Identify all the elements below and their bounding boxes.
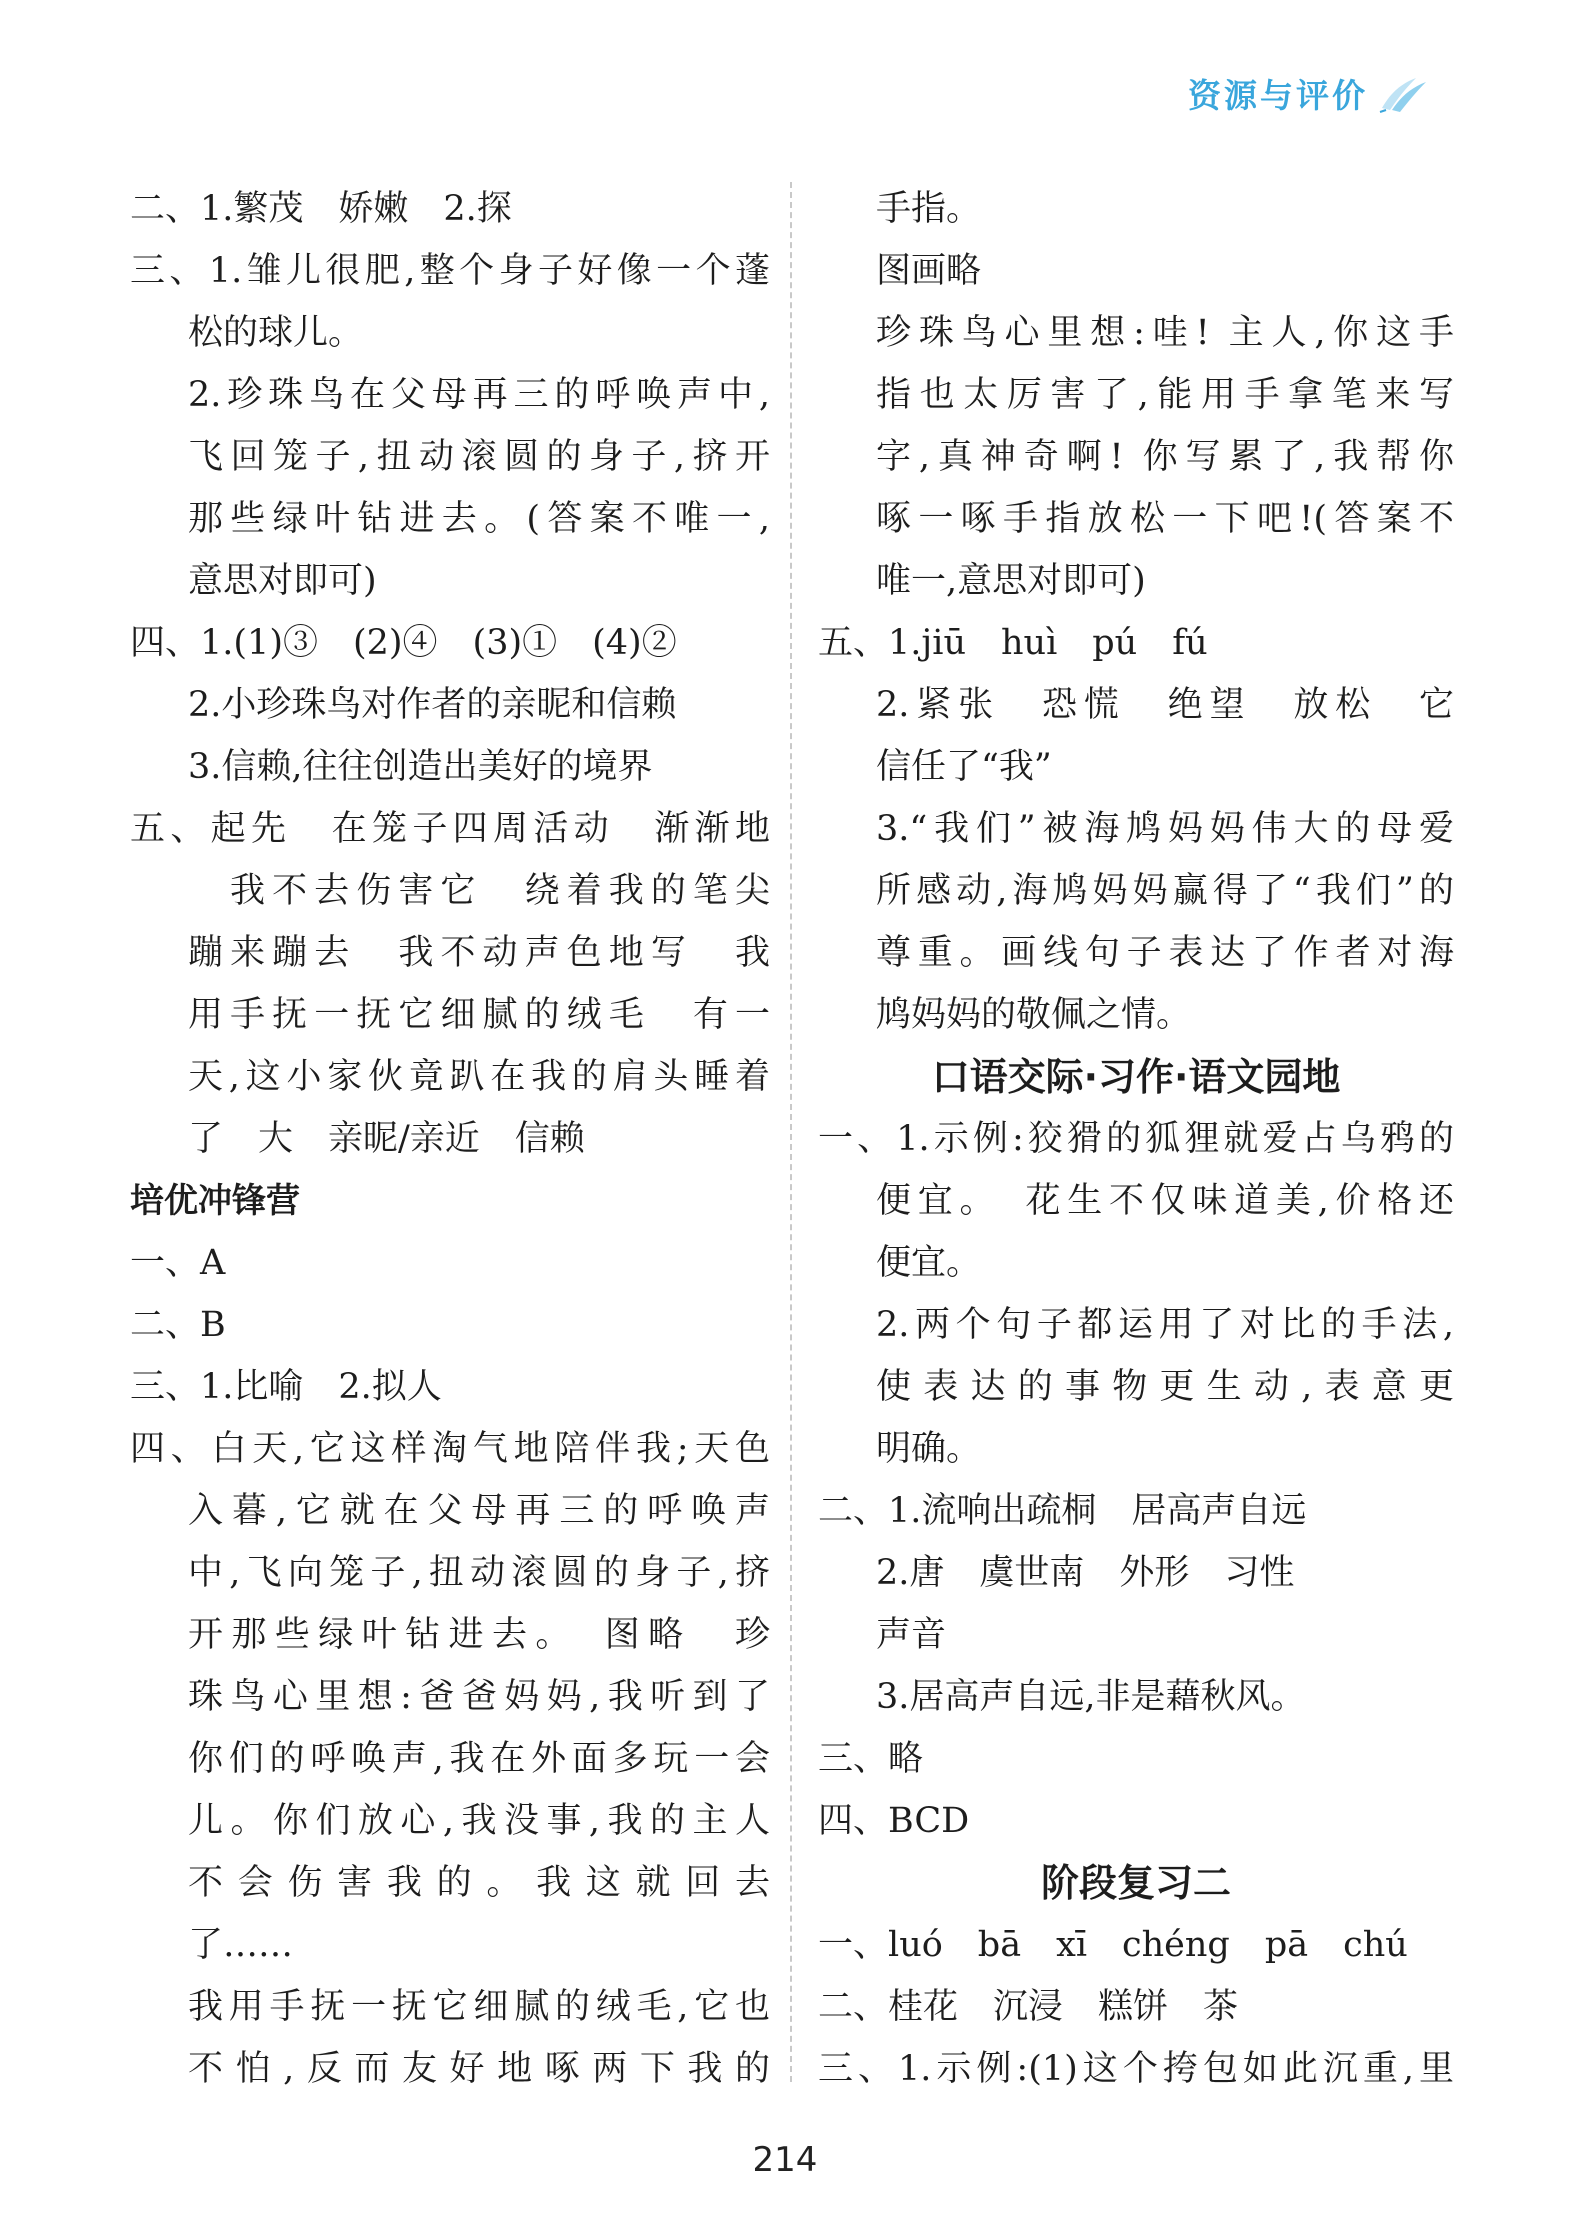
left-answer-line: 中,飞向笼子,扭动滚圆的身子,挤	[188, 1553, 770, 1593]
left-answer-line: 四、1.(1)③ (2)④ (3)① (4)②	[130, 623, 677, 663]
answer-column-right	[818, 178, 1454, 2100]
column-divider	[790, 182, 792, 2082]
left-answer-line: 不会伤害我的。我这就回去	[188, 1863, 770, 1903]
left-answer-line: 二、1.繁茂 娇嫩 2.探	[130, 189, 512, 229]
right-answer-line: 指也太厉害了,能用手拿笔来写	[876, 375, 1454, 415]
right-answer-line: 声音	[876, 1615, 947, 1655]
right-answer-line: 使表达的事物更生动,表意更	[876, 1367, 1454, 1407]
right-answer-line: 三、1.示例:(1)这个挎包如此沉重,里	[818, 2049, 1454, 2089]
left-answer-line: 四、白天,它这样淘气地陪伴我;天色	[130, 1429, 770, 1469]
right-answer-line: 鸠妈妈的敬佩之情。	[876, 995, 1192, 1035]
left-answer-line: 我不去伤害它 绕着我的笔尖	[230, 871, 770, 911]
left-answer-line: 珠鸟心里想:爸爸妈妈,我听到了	[188, 1677, 770, 1717]
left-answer-line: 三、1.雏儿很肥,整个身子好像一个蓬	[130, 251, 770, 291]
right-answer-line: 信任了“我”	[876, 747, 1052, 787]
left-answer-line: 蹦来蹦去 我不动声色地写 我	[188, 933, 770, 973]
left-answer-line: 我用手抚一抚它细腻的绒毛,它也	[188, 1987, 770, 2027]
right-answer-line: 所感动,海鸠妈妈赢得了“我们”的	[876, 871, 1454, 911]
page-header	[1188, 70, 1430, 117]
right-answer-line: 明确。	[876, 1429, 982, 1469]
right-answer-line: 啄一啄手指放松一下吧!(答案不	[876, 499, 1454, 539]
answer-column-left	[130, 178, 770, 2100]
left-answer-line: 入暮,它就在父母再三的呼唤声	[188, 1491, 770, 1531]
left-answer-line: 你们的呼唤声,我在外面多玩一会	[188, 1739, 770, 1779]
left-answer-line: 用手抚一抚它细腻的绒毛 有一	[188, 995, 770, 1035]
right-answer-line: 2.紧张 恐慌 绝望 放松 它	[876, 685, 1454, 725]
left-answer-line: 二、B	[130, 1305, 226, 1345]
right-answer-line: 2.两个句子都运用了对比的手法,	[876, 1305, 1454, 1345]
right-answer-line: 二、1.流响出疏桐 居高声自远	[818, 1491, 1307, 1531]
left-answer-line: 了 大 亲昵/亲近 信赖	[188, 1119, 585, 1159]
left-answer-line: 了……	[188, 1925, 294, 1965]
feather-decoration-icon	[1376, 74, 1430, 114]
right-answer-line: 图画略	[876, 251, 982, 291]
right-answer-line: 四、BCD	[818, 1801, 970, 1841]
right-answer-line: 唯一,意思对即可)	[876, 561, 1146, 601]
right-answer-line: 珍珠鸟心里想:哇! 主人,你这手	[876, 313, 1454, 353]
section-title: 口语交际·习作·语文园地	[931, 1055, 1341, 1099]
left-answer-line: 开那些绿叶钻进去。 图略 珍	[188, 1615, 770, 1655]
right-answer-line: 五、1.jiū huì pú fú	[818, 623, 1208, 663]
section-title: 阶段复习二	[1040, 1861, 1231, 1905]
right-answer-line: 2.唐 虞世南 外形 习性	[876, 1553, 1295, 1593]
section-title: 培优冲锋营	[130, 1181, 300, 1221]
right-answer-line: 尊重。画线句子表达了作者对海	[876, 933, 1454, 973]
right-answer-line: 二、桂花 沉浸 糕饼 茶	[818, 1987, 1239, 2027]
left-answer-line: 一、A	[130, 1243, 226, 1283]
right-answer-line: 手指。	[876, 189, 982, 229]
left-answer-line: 三、1.比喻 2.拟人	[130, 1367, 442, 1407]
right-answer-line: 3.居高声自远,非是藉秋风。	[876, 1677, 1306, 1717]
page-number: 214	[752, 2140, 818, 2180]
left-answer-line: 2.小珍珠鸟对作者的亲昵和信赖	[188, 685, 677, 725]
left-answer-line: 儿。你们放心,我没事,我的主人	[188, 1801, 770, 1841]
right-answer-line: 字,真神奇啊! 你写累了,我帮你	[876, 437, 1454, 477]
left-answer-line: 天,这小家伙竟趴在我的肩头睡着	[188, 1057, 770, 1097]
right-answer-line: 一、luó bā xī chéng pā chú	[818, 1925, 1408, 1965]
right-answer-line: 一、1.示例:狡猾的狐狸就爱占乌鸦的	[818, 1119, 1454, 1159]
left-answer-line: 松的球儿。	[188, 313, 364, 353]
left-answer-line: 3.信赖,往往创造出美好的境界	[188, 747, 653, 787]
left-answer-line: 那些绿叶钻进去。(答案不唯一,	[188, 499, 770, 539]
right-answer-line: 3.“我们”被海鸠妈妈伟大的母爱	[876, 809, 1454, 849]
right-answer-line: 三、略	[818, 1739, 924, 1779]
left-answer-line: 飞回笼子,扭动滚圆的身子,挤开	[188, 437, 770, 477]
left-answer-line: 2.珍珠鸟在父母再三的呼唤声中,	[188, 375, 770, 415]
left-answer-line: 意思对即可)	[188, 561, 377, 601]
left-answer-line: 五、起先 在笼子四周活动 渐渐地	[130, 809, 770, 849]
left-answer-line: 不怕,反而友好地啄两下我的	[188, 2049, 770, 2089]
right-answer-line: 便宜。	[876, 1243, 982, 1283]
right-answer-line: 便宜。 花生不仅味道美,价格还	[876, 1181, 1454, 1221]
header-title: 资源与评价	[1188, 76, 1368, 115]
